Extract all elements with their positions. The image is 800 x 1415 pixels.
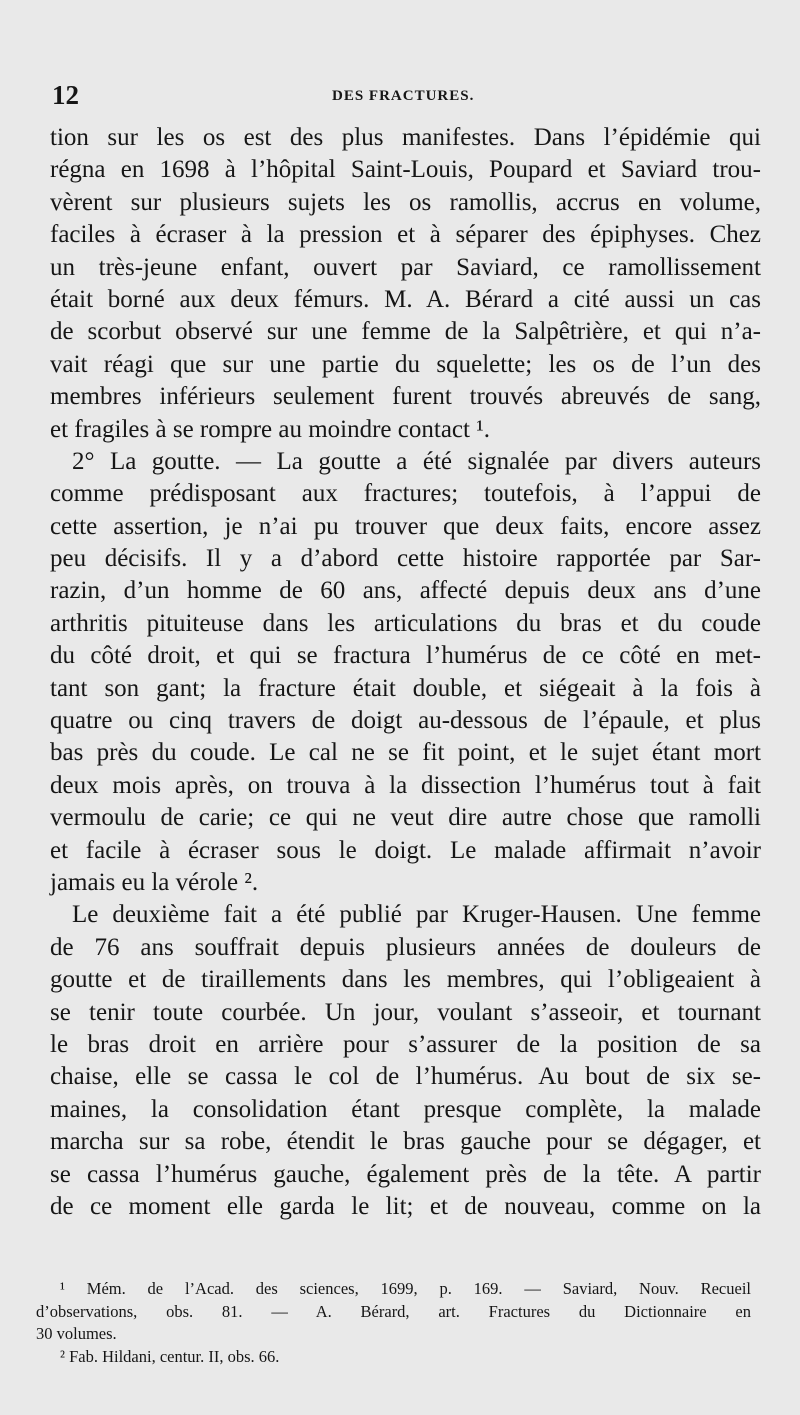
text-line: vèrent sur plusieurs sujets les os ramollis, accrus en volume, [50, 188, 761, 216]
text-line: était borné aux deux fémurs. M. A. Bérard a cité aussi un cas [50, 285, 761, 313]
text-line: quatre ou cinq travers de doigt au-dessous de l’épaule, et plus [50, 707, 761, 735]
running-title: DES FRACTURES. [332, 88, 475, 104]
text-line: de scorbut observé sur une femme de la Salpêtrière, et qui n’a- [50, 318, 761, 346]
text-line: le bras droit en arrière pour s’assurer de la position de sa [50, 1030, 761, 1058]
footnotes [36, 1278, 751, 1368]
footnote-line: 30 volumes. [36, 1324, 117, 1344]
text-line: tant son gant; la fracture était double, et siégeait à la fois à [50, 674, 761, 702]
text-line: de 76 ans souffrait depuis plusieurs années de douleurs de [50, 933, 761, 961]
text-line: razin, d’un homme de 60 ans, affecté depuis deux ans d’une [50, 577, 761, 605]
text-line: Le deuxième fait a été publié par Kruger-Hausen. Une femme [72, 901, 761, 929]
text-line: comme prédisposant aux fractures; toutefois, à l’appui de [50, 480, 761, 508]
text-line: se cassa l’humérus gauche, également près de la tête. A partir [50, 1160, 761, 1188]
text-line: maines, la consolidation étant presque complète, la malade [50, 1095, 761, 1123]
text-line: et fragiles à se rompre au moindre contact ¹. [50, 415, 490, 443]
text-line: régna en 1698 à l’hôpital Saint-Louis, Poupard et Saviard trou- [50, 156, 761, 184]
text-line: goutte et de tiraillements dans les membres, qui l’obligeaient à [50, 966, 761, 994]
text-line: arthritis pituiteuse dans les articulations du bras et du coude [50, 609, 761, 637]
text-line: deux mois après, on trouva à la dissection l’humérus tout à fait [50, 771, 761, 799]
text-line: se tenir toute courbée. Un jour, voulant s’asseoir, et tournant [50, 998, 761, 1026]
text-line: un très-jeune enfant, ouvert par Saviard, ce ramollissement [50, 253, 761, 281]
footnote-line: ¹ Mém. de l’Acad. des sciences, 1699, p. 169. — Saviard, Nouv. Recueil [60, 1279, 751, 1298]
text-line: et facile à écraser sous le doigt. Le malade affirmait n’avoir [50, 836, 761, 864]
text-line: faciles à écraser à la pression et à séparer des épiphyses. Chez [50, 221, 761, 249]
text-line: jamais eu la vérole ². [50, 868, 259, 896]
page-header [52, 80, 760, 110]
page-number: 12 [52, 80, 79, 110]
text-line: chaise, elle se cassa le col de l’humérus. Au bout de six se- [50, 1063, 761, 1091]
text-line: du côté droit, et qui se fractura l’humérus de ce côté en met- [50, 642, 761, 670]
text-line: de ce moment elle garda le lit; et de nouveau, comme on la [50, 1192, 761, 1220]
footnote-line: ² Fab. Hildani, centur. II, obs. 66. [60, 1346, 280, 1366]
text-line: peu décisifs. Il y a d’abord cette histoire rapportée par Sar- [50, 545, 761, 573]
body-text [50, 122, 761, 1223]
text-line: vermoulu de carie; ce qui ne veut dire autre chose que ramolli [50, 804, 761, 832]
text-line: 2° La goutte. — La goutte a été signalée par divers auteurs [72, 447, 761, 475]
text-line: membres inférieurs seulement furent trouvés abreuvés de sang, [50, 383, 761, 411]
text-line: cette assertion, je n’ai pu trouver que deux faits, encore assez [50, 512, 761, 540]
text-line: tion sur les os est des plus manifestes. Dans l’épidémie qui [50, 124, 761, 151]
footnote-line: d’observations, obs. 81. — A. Bérard, art. Fractures du Dictionnaire en [36, 1301, 751, 1321]
text-line: vait réagi que sur une partie du squelette; les os de l’un des [50, 350, 761, 378]
text-line: marcha sur sa robe, étendit le bras gauche pour se dégager, et [50, 1128, 761, 1156]
text-line: bas près du coude. Le cal ne se fit point, et le sujet étant mort [50, 739, 761, 767]
